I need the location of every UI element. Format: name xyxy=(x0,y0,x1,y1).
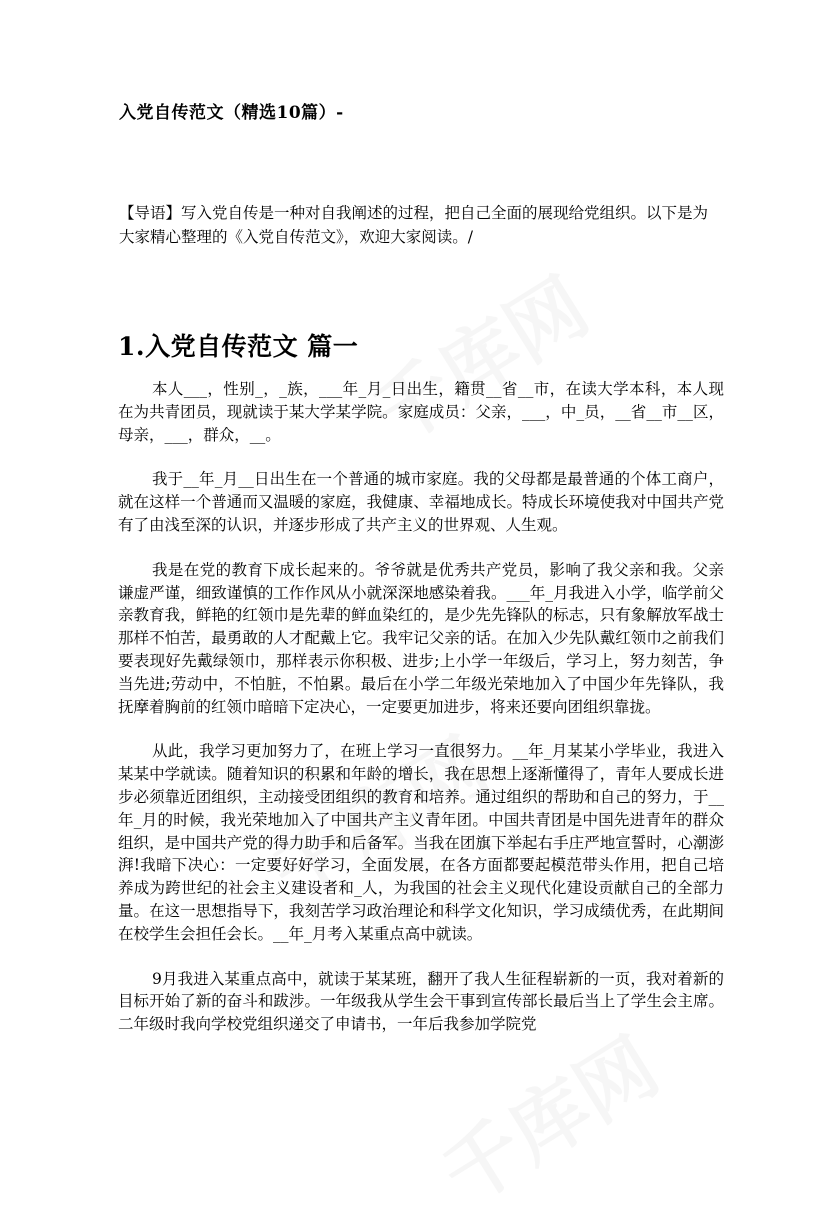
intro-paragraph: 【导语】写入党自传是一种对自我阐述的过程，把自己全面的展现给党组织。以下是为大家精心整理的《入党自传范文》，欢迎大家阅读。/ xyxy=(119,204,709,246)
body-paragraph: 我是在党的教育下成长起来的。爷爷就是优秀共产党员，影响了我父亲和我。父亲谦虚严谨，细致谨慎的工作作风从小就深深地感染着我。___年_月我进入小学，临学前父亲教育我，鲜艳的红领巾是先辈的鲜血染红的，是少先先锋队的标志，只有象解放军战士那样不怕苦，最勇敢的人才配戴上它。我牢记父亲的话。在加入少先队戴红领巾之前我们要表现好先戴绿领巾，那样表示你积极、进步;上小学一年级后，学习上，努力刻苦，争当先进;劳动中，不怕脏，不怕累。最后在小学二年级光荣地加入了中国少年先锋队，我抚摩着胸前的红领巾暗暗下定决心，一定要更加进步，将来还要向团组织靠拢。 xyxy=(118,560,724,716)
section-heading: 1.入党自传范文 篇一 xyxy=(118,332,359,361)
watermark xyxy=(430,1060,664,1172)
body-paragraph: 9月我进入某重点高中，就读于某某班，翻开了我人生征程崭新的一页，我对着新的目标开始了新的奋斗和跋涉。一年级我从学生会干事到宣传部长最后当上了学生会主席。二年级时我向学校党组织递交了申请书，一年后我参加学院党 xyxy=(118,969,724,1034)
body-paragraph: 从此，我学习更加努力了，在班上学习一直很努力。__年_月某某小学毕业，我进入某某中学就读。随着知识的积累和年龄的增长，我在思想上逐渐懂得了，青年人要成长进步必须靠近团组织，主动接受团组织的教育和培养。通过组织的帮助和自己的努力，于__年_月的时候，我光荣地加入了中国共产主义青年团。中国共青团是中国先进青年的群众组织，是中国共产党的得力助手和后备军。当我在团旗下举起右手庄严地宣誓时，心潮澎湃!我暗下决心：一定要好好学习，全面发展，在各方面都要起模范带头作用，把自己培养成为跨世纪的社会主义建设者和_人，为我国的社会主义现代化建设贡献自己的全部力量。在这一思想指导下，我刻苦学习政治理论和科学文化知识，学习成绩优秀，在此期间在校学生会担任会长。__年_月考入某重点高中就读。 xyxy=(118,742,724,943)
body-paragraph: 我于__年_月__日出生在一个普通的城市家庭。我的父母都是最普通的个体工商户，就在这样一个普通而又温暖的家庭，我健康、幸福地成长。特成长环境使我对中国共产党有了由浅至深的认识，并逐步形成了共产主义的世界观、人生观。 xyxy=(118,470,724,534)
document-title: 入党自传范文（精选10篇）- xyxy=(119,103,344,123)
body-paragraph: 本人___，性别_，_族，___年_月_日出生，籍贯__省__市，在读大学本科，本人现在为共青团员，现就读于某大学某学院。家庭成员：父亲，___，中_员，__省__市__区，母亲，___，群众，__。 xyxy=(118,380,724,444)
body-text xyxy=(118,378,724,1058)
